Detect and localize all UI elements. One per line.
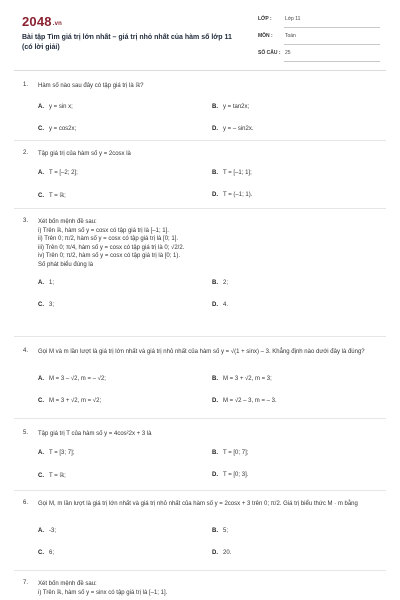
option-text: y = – sin2x. — [223, 126, 254, 132]
option-text: y = cos2x; — [49, 126, 77, 132]
option-text: 20. — [223, 550, 232, 556]
question-number: 7. — [23, 580, 29, 586]
question-intro: Xét bốn mệnh đề sau: — [38, 581, 97, 587]
meta-label: SỐ CÂU : — [258, 50, 281, 56]
option-text: M = √2 – 3, m = – 3. — [223, 398, 277, 404]
option-text: T = [0; 7]; — [223, 450, 249, 456]
option-letter: A. — [38, 528, 44, 534]
option-text: 4. — [223, 302, 229, 308]
statement-iv: iv) Trên 0; π/2, hàm số y = cosx có tập giá trị là [0; 1). — [38, 253, 181, 259]
question-divider — [14, 208, 386, 209]
question-divider — [14, 140, 386, 141]
question-text — [38, 580, 378, 597]
question-4 — [0, 348, 400, 418]
option-letter: A. — [38, 280, 44, 286]
option-text: 5; — [223, 528, 229, 534]
option-a[interactable] — [38, 170, 78, 176]
option-text: 2; — [223, 280, 229, 286]
question-5 — [0, 430, 400, 490]
question-text: Hàm số nào sau đây có tập giá trị là ℝ? — [38, 83, 144, 89]
header-divider — [14, 70, 386, 71]
option-a[interactable] — [38, 104, 73, 110]
logo-suffix: .vn — [52, 21, 63, 27]
option-letter: D. — [212, 398, 218, 404]
meta-label: MÔN : — [258, 33, 273, 39]
question-text: Gọi M, m lần lượt là giá trị lớn nhất và giá trị nhỏ nhất của hàm số y = 2cosx + 3 trên 0; π/2. Giá trị biểu thức M · m bằng — [38, 501, 358, 507]
question-divider — [14, 490, 386, 491]
option-c[interactable] — [38, 126, 76, 132]
question-intro: Xét bốn mệnh đề sau: — [38, 219, 97, 225]
option-b[interactable] — [212, 170, 252, 176]
option-d[interactable] — [212, 550, 231, 556]
statement-iii: iii) Trên 0; π/4, hàm số y = cosx có tập giá trị là 0; √2/2. — [38, 244, 185, 251]
option-b[interactable] — [212, 376, 272, 382]
option-text: y = sin x; — [49, 104, 73, 110]
option-letter: D. — [212, 550, 218, 556]
option-letter: B. — [212, 376, 218, 382]
option-letter: C. — [38, 126, 44, 132]
option-b[interactable] — [212, 528, 228, 534]
option-a[interactable] — [38, 376, 106, 382]
meta-box — [258, 15, 380, 66]
meta-underline — [284, 44, 380, 45]
question-text: Tập giá trị của hàm số y = 2cosx là — [38, 151, 131, 157]
question-3 — [0, 218, 400, 338]
question-text: Gọi M và m lần lượt là giá trị lớn nhất và giá trị nhỏ nhất của hàm số y = √(1 + sinx) – 3. Khẳng định nào dưới đây là đúng? — [38, 349, 365, 355]
option-c[interactable] — [38, 472, 66, 479]
question-divider — [14, 570, 386, 571]
option-text: M = 3 – √2, m = – √2; — [49, 376, 106, 382]
statement-i: i) Trên ℝ, hàm số y = sinx có tập giá trị là [–1; 1]. — [38, 589, 168, 596]
option-a[interactable] — [38, 528, 56, 534]
meta-underline — [284, 61, 380, 62]
meta-row-subject — [258, 32, 380, 45]
option-text: T = ℝ; — [49, 193, 66, 199]
option-letter: D. — [212, 192, 218, 198]
option-text: T = [–1; 1]; — [223, 170, 252, 176]
option-b[interactable] — [212, 280, 228, 286]
option-a[interactable] — [38, 280, 54, 286]
option-c[interactable] — [38, 302, 54, 308]
question-prompt: Số phát biểu đúng là — [38, 261, 94, 268]
option-d[interactable] — [212, 126, 254, 132]
meta-row-count — [258, 49, 380, 62]
option-text: 6; — [49, 550, 55, 556]
option-b[interactable] — [212, 104, 249, 110]
option-letter: A. — [38, 450, 44, 456]
option-letter: B. — [212, 170, 218, 176]
option-letter: D. — [212, 126, 218, 132]
option-letter: A. — [38, 104, 44, 110]
option-d[interactable] — [212, 302, 228, 308]
option-text: 1; — [49, 280, 55, 286]
option-text: T = [–2; 2]; — [49, 170, 78, 176]
option-letter: A. — [38, 170, 44, 176]
meta-underline — [284, 27, 380, 28]
meta-value: Lớp 11 — [285, 16, 301, 22]
option-text: y = tan2x; — [223, 104, 250, 110]
site-logo[interactable] — [22, 14, 62, 29]
question-7 — [0, 580, 400, 600]
option-text: T = ℝ; — [49, 473, 66, 479]
option-letter: C. — [38, 302, 44, 308]
meta-value: 25 — [285, 50, 291, 56]
question-text: Tập giá trị T của hàm số y = 4cos²2x + 3 là — [38, 431, 152, 437]
option-text: M = 3 + √2, m = √2; — [49, 398, 102, 404]
option-text: 3; — [49, 302, 55, 308]
meta-value: Toán — [285, 33, 296, 39]
question-number: 3. — [23, 218, 29, 224]
option-b[interactable] — [212, 450, 248, 456]
option-text: -3; — [49, 528, 57, 534]
option-c[interactable] — [38, 550, 54, 556]
option-letter: C. — [38, 473, 44, 479]
option-text: T = [0; 3]. — [223, 472, 249, 478]
option-letter: C. — [38, 398, 44, 404]
option-letter: C. — [38, 193, 44, 199]
option-letter: B. — [212, 528, 218, 534]
meta-row-class — [258, 15, 380, 28]
statement-i: i) Trên ℝ, hàm số y = cosx có tập giá trị là [–1; 1]. — [38, 227, 169, 234]
option-letter: B. — [212, 104, 218, 110]
option-d[interactable] — [212, 398, 277, 404]
logo-text: 2048 — [22, 14, 52, 29]
question-number: 1. — [23, 82, 29, 88]
option-text: T = [3; 7]; — [49, 450, 75, 456]
option-d[interactable] — [212, 472, 248, 478]
document-title: Bài tập Tìm giá trị lớn nhất – giá trị nhỏ nhất của hàm số lớp 11 (có lời giải) — [22, 34, 232, 51]
option-text: T = (–1; 1). — [223, 192, 253, 198]
question-2 — [0, 150, 400, 210]
question-divider — [14, 336, 386, 337]
option-d[interactable] — [212, 192, 252, 198]
question-divider — [14, 418, 386, 419]
option-c[interactable] — [38, 192, 66, 199]
option-letter: A. — [38, 376, 44, 382]
question-number: 4. — [23, 348, 29, 354]
option-letter: B. — [212, 280, 218, 286]
question-number: 2. — [23, 150, 29, 156]
question-number: 5. — [23, 430, 29, 436]
question-number: 6. — [23, 500, 29, 506]
question-6 — [0, 500, 400, 570]
statement-ii: ii) Trên 0; π/2, hàm số y = cosx có tập giá trị là [0; 1]. — [38, 236, 179, 242]
option-letter: D. — [212, 472, 218, 478]
option-c[interactable] — [38, 398, 101, 404]
option-letter: D. — [212, 302, 218, 308]
meta-label: LỚP : — [258, 16, 272, 22]
option-a[interactable] — [38, 450, 74, 456]
option-text: M = 3 + √2, m = 3; — [223, 376, 272, 382]
question-text — [38, 218, 378, 269]
worksheet-header — [0, 0, 400, 70]
option-letter: B. — [212, 450, 218, 456]
option-letter: C. — [38, 550, 44, 556]
question-1 — [0, 82, 400, 142]
